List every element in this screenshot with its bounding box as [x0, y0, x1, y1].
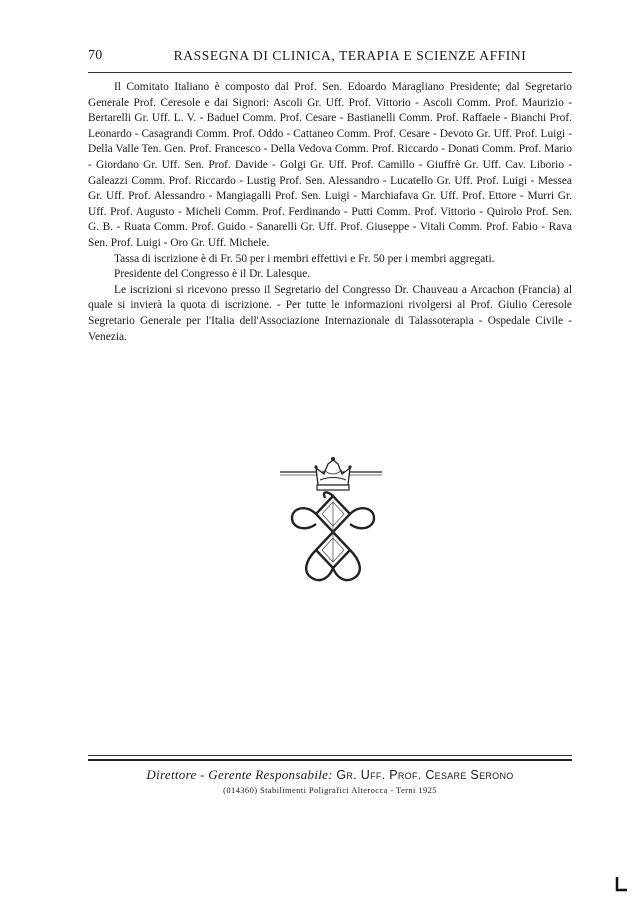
journal-title: RASSEGNA DI CLINICA, TERAPIA E SCIENZE AFFINI [173, 48, 527, 63]
header-rule [88, 72, 572, 73]
paragraph-fee: Tassa di iscrizione è di Fr. 50 per i membri effettivi e Fr. 50 per i membri aggregati. [114, 252, 495, 265]
page-number: 70 [88, 48, 103, 63]
footer-rule-bottom [88, 759, 572, 761]
article-body [88, 80, 572, 345]
paragraph-registration: Le iscrizioni si ricevono presso il Segretario del Congresso Dr. Chauveau a Arcachon (Francia) al quale si invierà la quota di iscrizione. - Per tutte le informazioni rivolgersi al Prof. Giulio Ceresole Segretario Generale per l'Italia dell'Associazione Internazionale di Talassoterapia - Ospedale Civile - Venezia. [88, 283, 572, 343]
paragraph-committee: Il Comitato Italiano è composto dal Prof. Sen. Edoardo Maragliano Presidente; dal Segretario Generale Prof. Ceresole e dai Signori: Ascoli Gr. Uff. Prof. Vittorio - Ascoli Comm. Prof. Maurizio - Bertarelli Gr. Uff. L. V. - Baduel Comm. Prof. Cesare - Bastianelli Comm. Prof. Raffaele - Bianchi Prof. Leonardo - Casagrandi Comm. Prof. Oddo - Cattaneo Comm. Prof. Cesare - Devoto Gr. Uff. Prof. Luigi - Della Valle Ten. Gen. Prof. Francesco - Della Vedova Comm. Prof. Riccardo - Donati Comm. Prof. Mario - Giordano Gr. Uff. Sen. Prof. Davide - Golgi Gr. Uff. Prof. Camillo - Giuffrè Gr. Uff. Cav. Liborio - Galeazzi Comm. Prof. Riccardo - Lustig Prof. Sen. Alessandro - Lucatello Gr. Uff. Prof. Luigi - Messea Gr. Uff. Prof. Alessandro - Mangiagalli Prof. Sen. Luigi - Marchiafava Gr. Uff. Prof. Ettore - Murri Gr. Uff. Prof. Augusto - Micheli Comm. Prof. Ferdinando - Putti Comm. Prof. Vittorio - Quirolo Prof. Sen. G. B. - Ruata Comm. Prof. Guido - Sanarelli Gr. Uff. Prof. Giuseppe - Vitali Comm. Prof. Fabio - Rava Sen. Prof. Luigi - Oro Gr. Uff. Michele. [88, 81, 572, 249]
paragraph-president: Presidente del Congresso è il Dr. Lalesque. [114, 268, 311, 281]
printer-imprint: (014360) Stabilimenti Poligrafici Alterocca - Terni 1925 [223, 785, 437, 795]
director-role-label: Direttore - Gerente Responsabile: [146, 767, 333, 782]
crowned-knot-emblem-icon [278, 452, 388, 592]
footer-responsible [88, 767, 572, 783]
director-name: Gr. Uff. Prof. Cesare Serono [336, 768, 514, 782]
corner-crop-mark-icon [614, 876, 628, 892]
footer-rule-top [88, 755, 572, 756]
page-header [88, 48, 572, 68]
